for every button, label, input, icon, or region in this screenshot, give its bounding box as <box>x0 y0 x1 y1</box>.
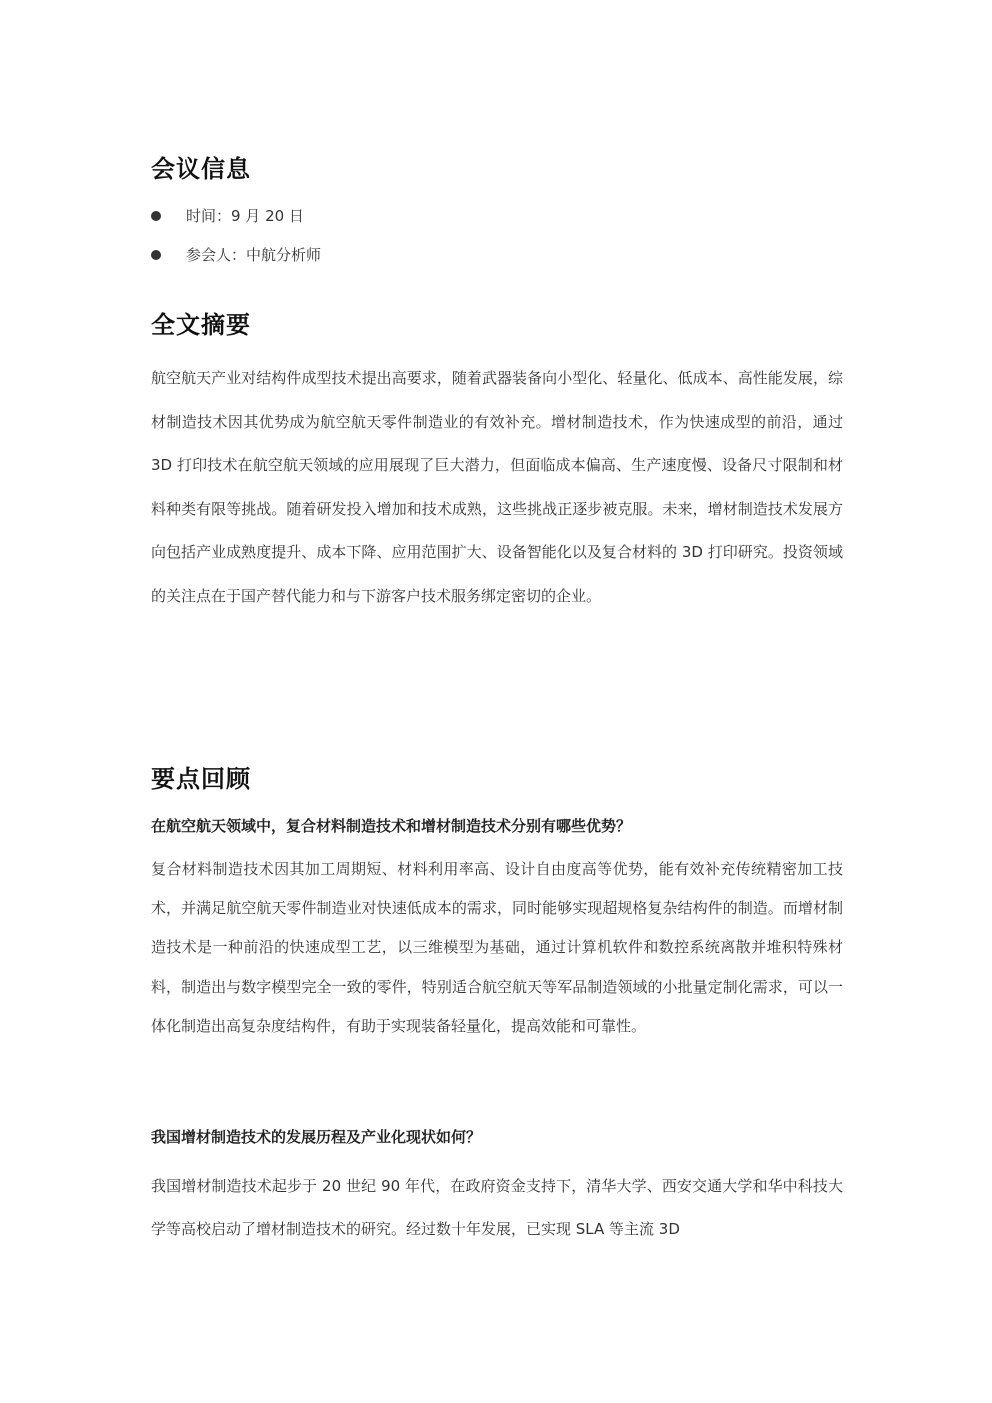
answer-2: 我国增材制造技术起步于 20 世纪 90 年代，在政府资金支持下，清华大学、西安交通大学和华中科技大学等高校启动了增材制造技术的研究。经过数十年发展，已实现 SLA 等主流 3D <box>151 1177 843 1238</box>
key-points-heading: 要点回顾 <box>151 765 251 793</box>
bullet-icon <box>151 211 161 221</box>
meeting-info-heading: 会议信息 <box>151 155 251 183</box>
attendees-text: 参会人：中航分析师 <box>186 246 322 264</box>
question-1: 在航空航天领域中，复合材料制造技术和增材制造技术分别有哪些优势？ <box>151 817 632 835</box>
bullet-icon <box>151 250 161 260</box>
meeting-time-text: 时间：9 月 20 日 <box>186 207 304 225</box>
answer-1: 复合材料制造技术因其加工周期短、材料利用率高、设计自由度高等优势，能有效补充传统精密加工技术，并满足航空航天零件制造业对快速低成本的需求，同时能够实现超规格复杂结构件的制造。而增材制造技术是一种前沿的快速成型工艺，以三维模型为基础，通过计算机软件和数控系统离散并堆积特殊材料，制造出与数字模型完全一致的零件，特别适合航空航天等军品制造领域的小批量定制化需求，可以一体化制造出高复杂度结构件，有助于实现装备轻量化，提高效能和可靠性。 <box>151 860 843 1035</box>
summary-paragraph: 航空航天产业对结构件成型技术提出高要求，随着武器装备向小型化、轻量化、低成本、高性能发展，综材制造技术因其优势成为航空航天零件制造业的有效补充。增材制造技术，作为快速成型的前沿，通过 3D 打印技术在航空航天领域的应用展现了巨大潜力，但面临成本偏高、生产速度慢、设备尺寸限制和材料种类有限等挑战。随着研发投入增加和技术成熟，这些挑战正逐步被克服。未来，增材制造技术发展方向包括产业成熟度提升、成本下降、应用范围扩大、设备智能化以及复合材料的 3D 打印研究。投资领域的关注点在于国产替代能力和与下游客户技术服务绑定密切的企业。 <box>151 369 843 605</box>
summary-heading: 全文摘要 <box>151 311 251 339</box>
question-2: 我国增材制造技术的发展历程及产业化现状如何？ <box>151 1128 482 1146</box>
